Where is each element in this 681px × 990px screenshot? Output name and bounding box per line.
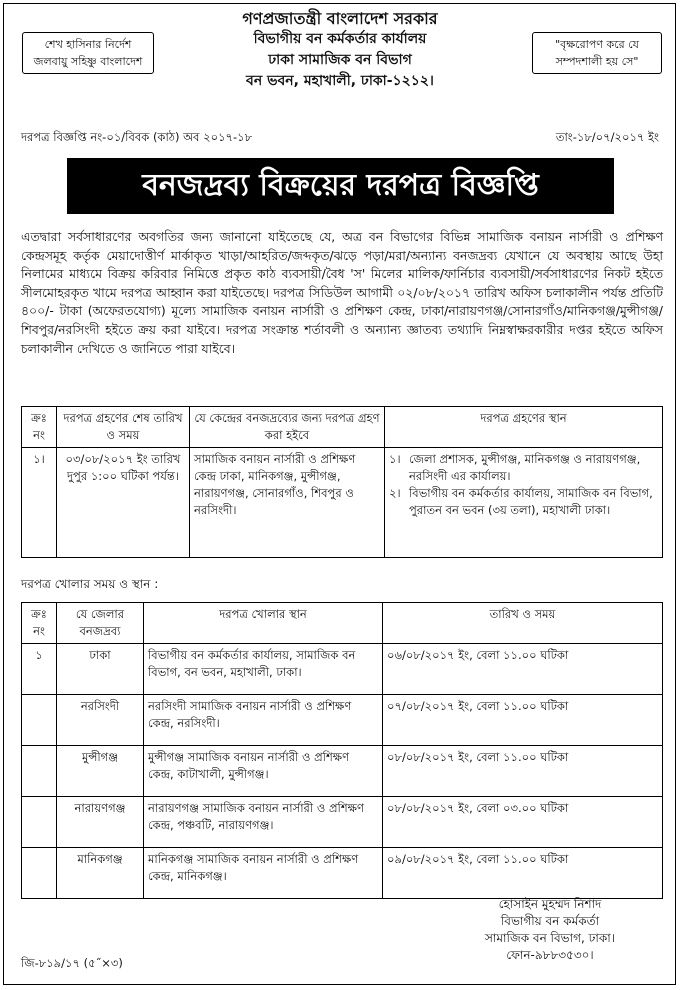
cell-district: মুন্সীগঞ্জ — [57, 746, 144, 797]
col-header-place: দরপত্র গ্রহণের স্থান — [385, 407, 663, 448]
place-text: জেলা প্রশাসক, মুন্সীগঞ্জ, মানিকগঞ্জ ও নারায়ণগঞ্জ, নরসিংদী এর কার্যালয়। — [409, 452, 641, 483]
table-row — [22, 644, 663, 695]
signatory-name: হোসাইন মুহম্মদ নিশাদ — [498, 897, 602, 911]
place-number: ২। — [389, 486, 401, 500]
notice-title-banner: বনজদ্রব্য বিক্রয়ের দরপত্র বিজ্ঞপ্তি — [67, 158, 614, 214]
left-slogan-box — [22, 32, 154, 74]
table-row — [22, 746, 663, 797]
intro-paragraph: এতদ্বারা সর্বসাধারণের অবগতির জন্য জানানো যাইতেছে যে, অত্র বন বিভাগের বিভিন্ন সামাজিক বনায়ন নার্সারী ও প্রশিক্ষণ কেন্দ্রসমূহ কর্তৃক মেয়াদোত্তীর্ণ মার্কাকৃত খাড়া/আহরিত/জব্দকৃত/ঝড়ে পড়া/মরা/অন্যান্য বনজদ্রব্য যেখানে যে অবস্থায় আছে উহা নিলামের মাধ্যমে বিক্রয় করিবার নিমিত্তে প্রকৃত কাঠ ব্যবসায়ী/বৈধ 'স' মিলের মালিক/ফার্নিচার ব্যবসায়ী/সর্বসাধারণের নিকট হইতে সীলমোহরকৃত খামে দরপত্র আহ্বান করা যাইতেছে। দরপত্র সিডিউল আগামী ০২/০৮/২০১৭ তারিখ অফিস চলাকালীন পর্যন্ত প্রতিটি ৪০০/- টাকা (অফেরতযোগ্য) মূল্যে সামাজিক বনায়ন নার্সারী ও প্রশিক্ষণ কেন্দ্র, ঢাকা/নারায়ণগঞ্জ/সোনারগাঁও/মানিকগঞ্জ/মুন্সীগঞ্জ/শিবপুর/নরসিংদী হইতে ক্রয় করা যাইবে। দরপত্র সংক্রান্ত শর্তাবলী ও অন্যান্য জ্ঞাতব্য তথ্যাদি নিম্নস্বাক্ষরকারীর দপ্তর হইতে অফিস চলাকালীন দেখিতে ও জানিতে পারা যাইবে। — [21, 229, 663, 356]
cell-district: নারায়ণগঞ্জ — [57, 797, 144, 848]
tender-receipt-table — [21, 406, 663, 558]
memo-number: দরপত্র বিজ্ঞপ্তি নং-০১/বিবক (কাঠ) অব ২০১৭-১৮ — [21, 130, 253, 144]
cell-sl — [22, 746, 57, 797]
cell-datetime: ০৮/০৮/২০১৭ ইং, বেলা ০৩.০০ ঘটিকা — [383, 797, 663, 848]
cell-sl — [22, 848, 57, 899]
cell-district: মানিকগঞ্জ — [57, 848, 144, 899]
cell-datetime: ০৬/০৮/২০১৭ ইং, বেলা ১১.০০ ঘটিকা — [383, 644, 663, 695]
table-row — [22, 848, 663, 899]
col-header-centers: যে কেন্দ্রের বনজদ্রব্যের জন্য দরপত্র গ্রহণ করা হইবে — [190, 407, 385, 448]
tender-opening-table — [21, 602, 663, 899]
cell-deadline: ০৩/০৮/২০১৭ ইং তারিখ দুপুর ১:০০ ঘটিকা পর্যন্ত। — [57, 448, 190, 558]
cell-sl: ১ — [22, 644, 57, 695]
right-slogan-line2: সম্পদশালী হয় সে" — [555, 55, 639, 68]
cell-datetime: ০৯/০৮/২০১৭ ইং, বেলা ১১.০০ ঘটিকা — [383, 848, 663, 899]
cell-place: নরসিংদী সামাজিক বনায়ন নার্সারী ও প্রশিক্ষণ কেন্দ্র, নরসিংদী। — [144, 695, 383, 746]
memo-date: তাং-১৮/০৭/২০১৭ ইং — [555, 130, 659, 144]
table-row — [22, 797, 663, 848]
cell-place: মানিকগঞ্জ সামাজিক বনায়ন নার্সারী ও প্রশিক্ষণ কেন্দ্র, মানিকগঞ্জ। — [144, 848, 383, 899]
cell-district: ঢাকা — [57, 644, 144, 695]
right-slogan-box — [532, 32, 662, 74]
signatory-designation: বিভাগীয় বন কর্মকর্তা — [500, 914, 600, 928]
header-line4: বন ভবন, মহাখালী, ঢাকা-১২১২। — [246, 73, 434, 89]
cell-centers: সামাজিক বনায়ন নার্সারী ও প্রশিক্ষণ কেন্দ্র ঢাকা, মানিকগঞ্জ, মুন্সীগঞ্জ, নারায়ণগঞ্জ, সোনারগাঁও, শিবপুর ও নরসিংদী। — [190, 448, 385, 558]
table-row — [22, 695, 663, 746]
list-item — [389, 451, 658, 485]
cell-place: বিভাগীয় বন কর্মকর্তার কার্যালয়, সামাজিক বন বিভাগ, বন ভবন, মহাখালী, ঢাকা। — [144, 644, 383, 695]
signatory-office: সামাজিক বন বিভাগ, ঢাকা। — [484, 931, 616, 945]
col-header-datetime: তারিখ ও সময় — [383, 603, 663, 644]
cell-sl: ১। — [22, 448, 57, 558]
header-line1: গণপ্রজাতন্ত্রী বাংলাদেশ সরকার — [242, 9, 438, 28]
footer-code: জি-৮১৯/১৭ (৫˝×৩) — [21, 956, 123, 970]
left-slogan-line1: শেখ হাসিনার নির্দেশ — [44, 38, 132, 51]
cell-places — [385, 448, 663, 558]
office-header — [180, 8, 500, 92]
opening-table-caption: দরপত্র খোলার সময় ও স্থান : — [21, 577, 159, 591]
col-header-sl: ক্রঃ নং — [22, 603, 57, 644]
left-slogan-line2: জলবায়ু সহিষ্ণু বাংলাদেশ — [33, 55, 143, 68]
table-header-row — [22, 603, 663, 644]
col-header-deadline: দরপত্র গ্রহণের শেষ তারিখ ও সময় — [57, 407, 190, 448]
col-header-sl: ক্রঃ নং — [22, 407, 57, 448]
cell-sl — [22, 797, 57, 848]
cell-district: নরসিংদী — [57, 695, 144, 746]
col-header-place: দরপত্র খোলার স্থান — [144, 603, 383, 644]
header-line2: বিভাগীয় বন কর্মকর্তার কার্যালয় — [253, 31, 427, 47]
cell-datetime: ০৭/০৮/২০১৭ ইং, বেলা ১১.০০ ঘটিকা — [383, 695, 663, 746]
right-slogan-line1: "বৃক্ষরোপণ করে যে — [555, 38, 639, 51]
cell-place: নারায়ণগঞ্জ সামাজিক বনায়ন নার্সারী ও প্রশিক্ষণ কেন্দ্র, পঞ্চবটি, নারায়ণগঞ্জ। — [144, 797, 383, 848]
table-row — [22, 448, 663, 558]
col-header-district: যে জেলার বনজদ্রব্য — [57, 603, 144, 644]
list-item — [389, 485, 658, 519]
table-header-row — [22, 407, 663, 448]
signatory-phone: ফোন-৯৮৮৩৫৩০। — [506, 948, 594, 962]
place-number: ১। — [389, 452, 401, 466]
place-text: বিভাগীয় বন কর্মকর্তার কার্যালয়, সামাজিক বন বিভাগ, পুরাতন বন ভবন (৩য় তলা), মহাখালী ঢাকা। — [409, 486, 653, 517]
cell-datetime: ০৮/০৮/২০১৭ ইং, বেলা ১১.০০ ঘটিকা — [383, 746, 663, 797]
signature-block — [430, 896, 670, 964]
cell-sl — [22, 695, 57, 746]
header-line3: ঢাকা সামাজিক বন বিভাগ — [268, 52, 412, 68]
cell-place: মুন্সীগঞ্জ সামাজিক বনায়ন নার্সারী ও প্রশিক্ষণ কেন্দ্র, কাটাখালী, মুন্সীগঞ্জ। — [144, 746, 383, 797]
